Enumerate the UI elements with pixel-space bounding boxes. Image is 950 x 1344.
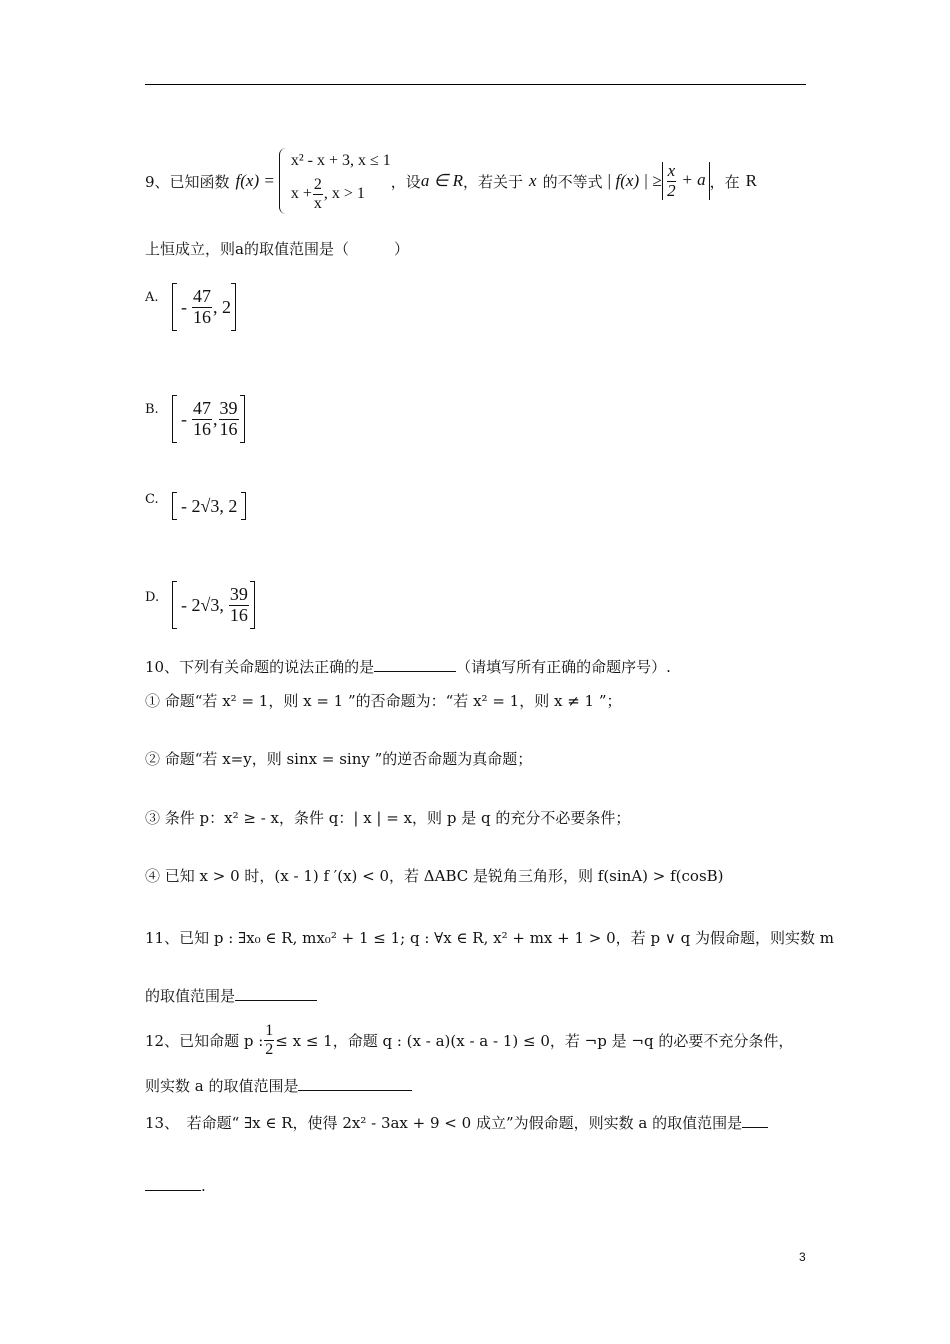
choice-A-label: A. (145, 290, 159, 305)
choice-A-interval: - $\frac{47}{16}$ , 2 (172, 283, 236, 331)
q10-title-tail: （请填写所有正确的命题序号）. (456, 658, 671, 676)
header-rule (145, 84, 806, 85)
question-13-line1 (145, 1112, 768, 1133)
choice-D-interval: - 2√3, $\frac{39}{16}$ (172, 581, 255, 629)
choice-B-interval: - $\frac{47}{16}$ , $\frac{39}{16}$ (172, 395, 245, 443)
page-number: 3 (799, 1250, 806, 1264)
q12-pre: 12、已知命题 p : (145, 1031, 264, 1050)
q9-ruo: ，若关于 (463, 172, 524, 191)
q10-statement-3: ③ 条件 p：x² ≥ - x，条件 q：| x | = x，则 p 是 q 的充分不必要条件； (145, 809, 631, 827)
q13-answer-blank-1[interactable] (742, 1127, 768, 1128)
q13-answer-blank-2[interactable] (145, 1190, 201, 1191)
q9-a-in-R: a ∈ R (420, 171, 464, 190)
q9-zai: ，在 (709, 172, 740, 191)
choice-C-label: C. (145, 492, 159, 507)
q10-statement-4: ④ 已知 x > 0 时，(x - 1) f ′(x) < 0，若 ΔABC 是锐角三角形，则 f(sinA) > f(cosB) (145, 867, 724, 885)
q12-answer-blank[interactable] (298, 1090, 412, 1091)
question-9-line1 (145, 148, 757, 214)
choice-C-interval: - 2√3, 2 (172, 492, 246, 520)
q9-x: x (529, 171, 537, 190)
q9-piece1: x² - x + 3, x ≤ 1 (290, 152, 391, 169)
question-12-line2 (145, 1075, 412, 1096)
q11-answer-blank[interactable] (235, 1000, 317, 1001)
q9-R: R (745, 171, 758, 190)
choice-D-label: D. (145, 590, 160, 605)
q9-piece2-frac: $\frac{2}{x}$ (313, 175, 322, 212)
q12-frac: $\frac{1}{2}$ (265, 1022, 274, 1058)
q13-line2-tail: . (201, 1177, 206, 1195)
q9-budeng: 的不等式 (542, 172, 603, 191)
q10-statement-1: ① 命题“若 x² = 1，则 x = 1 ”的否命题为：“若 x² = 1，则 x ≠ 1 ”； (145, 692, 622, 710)
q12-post: ≤ x ≤ 1，命题 q : (x - a)(x - a - 1) ≤ 0，若 ¬p 是 ¬q 的必要不充分条件， (275, 1031, 794, 1050)
question-9-line2: 上恒成立，则a的取值范围是（ ） (145, 240, 409, 258)
question-12-line1 (145, 1022, 793, 1058)
q13-line1-text: 13、 若命题“ ∃x ∈ R，使得 2x² - 3ax + 9 < 0 成立”为假命题，则实数 a 的取值范围是 (145, 1114, 743, 1132)
choice-B-label: B. (145, 402, 159, 417)
q9-fx: f(x) = (235, 171, 275, 190)
question-11-line2 (145, 985, 317, 1006)
q9-set: ，设 (390, 172, 421, 191)
q12-line2-text: 则实数 a 的取值范围是 (145, 1077, 299, 1095)
q9-ineq-abs: $\frac{x}{2}$ + a (662, 162, 710, 200)
q11-line2-text: 的取值范围是 (145, 987, 236, 1005)
question-11-line1: 11、已知 p : ∃x₀ ∈ R, mx₀² + 1 ≤ 1; q : ∀x ∈ R, x² + mx + 1 > 0，若 p ∨ q 为假命题，则实数 m (145, 929, 834, 947)
q10-statement-2: ② 命题“若 x=y，则 sinx = siny ”的逆否命题为真命题； (145, 750, 533, 768)
q9-ineq-left: | f(x) | ≥ (606, 171, 662, 190)
q10-answer-blank[interactable] (374, 671, 456, 672)
q9-piece2 (291, 174, 391, 214)
question-10-title (145, 656, 671, 677)
q9-piece2-pre: x + (290, 185, 312, 202)
question-13-line2 (145, 1177, 206, 1195)
q9-number: 9、已知函数 (145, 172, 230, 191)
q9-piecewise (279, 148, 391, 214)
q9-piece2-post: , x > 1 (323, 185, 365, 202)
q10-title-text: 10、下列有关命题的说法正确的是 (145, 658, 375, 676)
